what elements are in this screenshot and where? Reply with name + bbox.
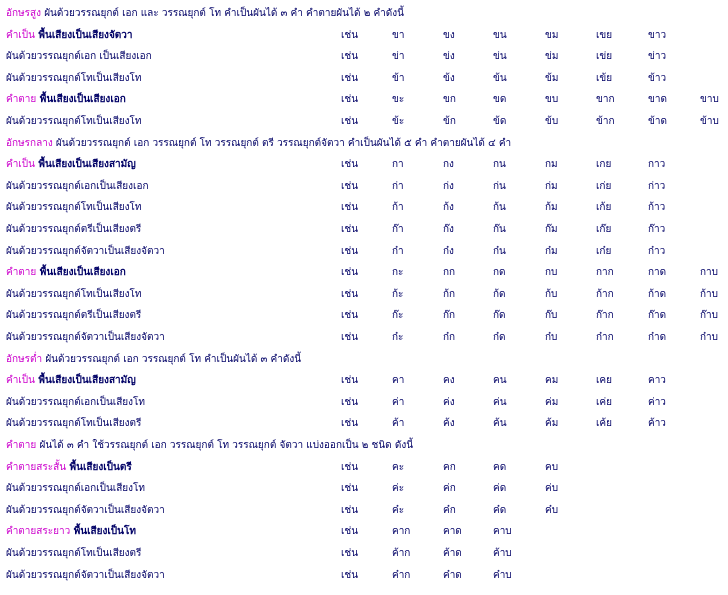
example-word: เข้ย <box>596 72 613 84</box>
example-word: ค๋บ <box>545 504 559 516</box>
row-label <box>6 6 404 21</box>
example-word: คาก <box>392 526 411 538</box>
example-word: ก้าว <box>648 202 666 214</box>
example-word: คา <box>392 375 405 387</box>
conjugation-row <box>0 45 728 67</box>
example-word: ก่า <box>392 180 404 192</box>
example-word: ขาบ <box>700 94 719 106</box>
example-word: ค่ม <box>545 396 559 408</box>
row-label <box>6 157 136 172</box>
row-description: ผันด้วยวรรณยุกต์ เอก วรรณยุกต์ โท คำเป็นผันได้ ๓ คำดังนี้ <box>42 353 302 365</box>
example-marker: เช่น <box>341 116 359 127</box>
row-label <box>6 92 126 107</box>
row-description: ผันด้วยวรรณยุกต์โทเป็นเสียงโท <box>6 72 142 84</box>
row-description: ผันด้วยวรรณยุกต์โทเป็นเสียงโท <box>6 202 142 214</box>
example-word: กาว <box>648 159 666 171</box>
example-marker: เช่น <box>341 396 359 408</box>
example-word: ก๋น <box>493 245 506 257</box>
example-word: ค่บ <box>545 483 559 495</box>
row-label <box>6 395 145 410</box>
row-key-term: คำตายสระยาว <box>6 526 71 538</box>
row-base-tone: พื้นเสียงเป็นเสียงสามัญ <box>34 159 136 171</box>
row-base-tone: พื้นเสียงเป็นเสียงเอก <box>36 267 126 279</box>
row-label <box>6 244 165 259</box>
row-label <box>6 568 165 583</box>
row-key-term: คำเป็น <box>6 375 35 387</box>
example-word: ขบ <box>545 94 559 106</box>
example-word: เกย <box>596 159 612 171</box>
example-word: คบ <box>545 461 559 473</box>
example-word: คาด <box>443 526 462 538</box>
example-word: ก้าบ <box>700 288 719 300</box>
row-label <box>6 460 132 475</box>
example-word: ก๊า <box>392 224 404 235</box>
example-word: ค่ด <box>493 483 507 495</box>
section-header-row <box>0 434 728 456</box>
example-word: เขย <box>596 29 613 41</box>
example-word: ข่าว <box>648 51 667 63</box>
row-description: ผันด้วยวรรณยุกต์เอกเป็นเสียงโท <box>6 483 146 495</box>
conjugation-row <box>0 369 728 391</box>
example-word: ขาก <box>596 94 615 106</box>
example-word: เค่ย <box>596 396 612 408</box>
example-marker: เช่น <box>341 51 359 63</box>
example-word: ก๋าว <box>648 245 666 257</box>
example-word: กา <box>392 159 404 171</box>
example-marker: เช่น <box>341 202 359 214</box>
example-marker: เช่น <box>341 159 359 171</box>
example-word: ขก <box>443 94 456 106</box>
row-description: ผันด้วยวรรณยุกต์ เอก วรรณยุกต์ โท วรรณยุกต์ ตรี วรรณยุกต์จัตวา คำเป็นผันได้ ๕ คำ คำตายผันได้ ๔ คำ <box>52 137 512 149</box>
example-word: ก๋ก <box>443 332 456 343</box>
row-base-tone: พื้นเสียงเป็นเสียงสามัญ <box>34 375 136 387</box>
example-word: ก๋ด <box>493 332 506 343</box>
conjugation-row <box>0 391 728 413</box>
row-key-term: คำเป็น <box>6 159 35 171</box>
row-label <box>6 287 142 302</box>
row-description: ผันด้วยวรรณยุกต์เอก เป็นเสียงเอก <box>6 51 152 63</box>
example-word: ก่าว <box>648 180 666 192</box>
example-word: ค่ง <box>443 396 455 408</box>
example-marker: เช่น <box>341 72 359 84</box>
example-word: กม <box>545 159 558 171</box>
row-key-term: อักษรกลาง <box>6 137 53 149</box>
example-word: ค้าว <box>648 418 666 430</box>
example-word: ก้ง <box>443 202 454 214</box>
conjugation-row <box>0 304 728 326</box>
example-word: ค้าก <box>392 548 411 559</box>
example-word: คาว <box>648 375 666 387</box>
conjugation-row <box>0 218 728 240</box>
row-description: ผันได้ ๓ คำ ใช้วรรณยุกต์ เอก วรรณยุกต์ โท วรรณยุกต์ จัตวา แบ่งออกเป็น ๒ ชนิด ดังนี้ <box>36 440 414 451</box>
example-word: คง <box>443 375 455 387</box>
example-word: ข้ด <box>493 116 507 127</box>
example-word: ข้บ <box>545 116 559 127</box>
example-word: ก๊บ <box>545 310 558 322</box>
example-word: คาบ <box>493 526 512 538</box>
example-word: ข้าก <box>596 116 615 127</box>
row-base-tone: พื้นเสียงเป็นเสียงเอก <box>36 94 126 106</box>
conjugation-row <box>0 153 728 175</box>
conjugation-row <box>0 477 728 499</box>
example-word: ก๊าว <box>648 224 666 235</box>
example-word: ก้า <box>392 202 404 214</box>
example-marker: เช่น <box>341 224 359 235</box>
row-label <box>6 136 511 151</box>
example-word: ก๊น <box>493 224 506 235</box>
example-word: ก๊าบ <box>700 310 719 322</box>
example-marker: เช่น <box>341 504 359 516</box>
example-word: กง <box>443 159 454 171</box>
conjugation-row <box>0 88 728 110</box>
example-word: ก๋ะ <box>392 332 404 343</box>
example-word: ค๋าก <box>392 569 411 581</box>
row-description: ผันด้วยวรรณยุกต์จัตวาเป็นเสียงจัตวา <box>6 569 165 581</box>
row-label <box>6 546 141 561</box>
example-word: ค่า <box>392 396 405 408</box>
example-word: ก๊ม <box>545 224 558 235</box>
conjugation-row <box>0 564 728 586</box>
row-description: ผันด้วยวรรณยุกต์ตรีเป็นเสียงตรี <box>6 224 142 235</box>
row-label <box>6 352 301 367</box>
example-word: คด <box>493 461 507 473</box>
example-word: ก๊ก <box>443 310 456 322</box>
example-word: ก้ก <box>443 288 456 300</box>
conjugation-row <box>0 24 728 46</box>
conjugation-row <box>0 261 728 283</box>
example-word: ก้ม <box>545 202 558 214</box>
conjugation-row <box>0 196 728 218</box>
row-key-term: คำตาย <box>6 94 37 106</box>
row-description: ผันด้วยวรรณยุกต์เอกเป็นเสียงโท <box>6 396 146 408</box>
example-word: ก๊าก <box>596 310 614 322</box>
example-word: ค้าบ <box>493 548 512 559</box>
example-word: ก้ะ <box>392 288 404 300</box>
example-word: ก้าด <box>648 288 667 300</box>
example-word: ข้ก <box>443 116 456 127</box>
example-word: ค่าว <box>648 396 666 408</box>
example-word: ขน <box>493 29 507 41</box>
section-header-row <box>0 132 728 154</box>
example-word: ข่า <box>392 51 405 63</box>
example-word: ค๋ก <box>443 504 456 516</box>
conjugation-row <box>0 520 728 542</box>
row-label <box>6 503 165 518</box>
row-label <box>6 308 141 323</box>
example-word: ข่ม <box>545 51 559 63</box>
example-word: เก๊ย <box>596 224 612 235</box>
example-marker: เช่น <box>341 332 359 343</box>
example-word: ก๋าบ <box>700 332 719 343</box>
row-key-term: อักษรต่ำ <box>6 353 43 365</box>
row-description: ผันด้วยวรรณยุกต์จัตวาเป็นเสียงจัตวา <box>6 332 165 343</box>
example-word: กด <box>493 267 506 279</box>
example-word: เก่ย <box>596 180 612 192</box>
example-word: ข่น <box>493 51 507 63</box>
example-marker: เช่น <box>341 375 359 387</box>
example-word: ก๋ม <box>545 245 558 257</box>
example-word: ขาว <box>648 29 667 41</box>
conjugation-row <box>0 326 728 348</box>
example-marker: เช่น <box>341 526 359 538</box>
example-word: เข่ย <box>596 51 613 63</box>
example-word: ค้ง <box>443 418 455 430</box>
example-word: ก่ง <box>443 180 454 192</box>
row-description: ผันด้วยวรรณยุกต์เอกเป็นเสียงเอก <box>6 180 149 192</box>
example-word: กก <box>443 267 456 279</box>
row-description: ผันด้วยวรรณยุกต์โทเป็นเสียงโท <box>6 116 142 127</box>
row-label <box>6 200 142 215</box>
example-word: ก๋าก <box>596 332 614 343</box>
example-word: ขง <box>443 29 455 41</box>
example-marker: เช่น <box>341 569 359 581</box>
row-label <box>6 179 149 194</box>
example-word: ข้าด <box>648 116 667 127</box>
example-word: ก๊าด <box>648 310 667 322</box>
example-word: ค๋ด <box>493 504 507 516</box>
row-base-tone: พื้นเสียงเป็นโท <box>70 526 136 538</box>
row-label <box>6 222 141 237</box>
example-word: เก้ย <box>596 202 612 214</box>
row-label <box>6 265 126 280</box>
example-word: กาก <box>596 267 614 279</box>
example-marker: เช่น <box>341 245 359 257</box>
example-word: เก๋ย <box>596 245 612 257</box>
row-description: ผันด้วยวรรณยุกต์โทเป็นเสียงตรี <box>6 548 142 559</box>
example-word: ก๋าด <box>648 332 667 343</box>
example-word: ข่ง <box>443 51 455 63</box>
row-base-tone: พื้นเสียงเป็นตรี <box>66 461 132 473</box>
row-base-tone: พื้นเสียงเป็นเสียงจัตวา <box>34 29 133 41</box>
example-word: ข้ง <box>443 72 455 84</box>
example-word: กาบ <box>700 267 719 279</box>
row-key-term: คำตาย <box>6 267 37 279</box>
example-word: ค้าด <box>443 548 462 559</box>
example-word: ก๊ง <box>443 224 454 235</box>
example-word: เคย <box>596 375 612 387</box>
conjugation-row <box>0 456 728 478</box>
row-label <box>6 373 136 388</box>
example-word: คก <box>443 461 456 473</box>
row-key-term: คำตายสระสั้น <box>6 461 67 473</box>
example-word: ขม <box>545 29 559 41</box>
row-key-term: คำตาย <box>6 440 37 451</box>
row-label <box>6 416 141 431</box>
section-header-row <box>0 2 728 24</box>
conjugation-row <box>0 175 728 197</box>
example-marker: เช่น <box>341 483 359 495</box>
row-label <box>6 481 145 496</box>
section-header-row <box>0 348 728 370</box>
row-description: ผันด้วยวรรณยุกต์จัตวาเป็นเสียงจัตวา <box>6 245 165 257</box>
example-word: ก่ม <box>545 180 558 192</box>
example-word: กบ <box>545 267 558 279</box>
example-word: ค้น <box>493 418 507 430</box>
example-word: ข้น <box>493 72 507 84</box>
example-marker: เช่น <box>341 310 359 322</box>
example-word: เค้ย <box>596 418 612 430</box>
example-word: ขะ <box>392 94 405 106</box>
example-word: กน <box>493 159 506 171</box>
row-label <box>6 28 133 43</box>
conjugation-row <box>0 283 728 305</box>
conjugation-row <box>0 240 728 262</box>
example-marker: เช่น <box>341 418 359 430</box>
example-word: ก๋า <box>392 245 404 257</box>
conjugation-row <box>0 110 728 132</box>
conjugation-row <box>0 67 728 89</box>
row-label <box>6 438 413 453</box>
example-word: ข้าบ <box>700 116 719 127</box>
row-description: ผันด้วยวรรณยุกต์ตรีเป็นเสียงตรี <box>6 310 142 322</box>
example-word: คะ <box>392 461 405 473</box>
row-label <box>6 524 136 539</box>
example-word: ข้า <box>392 72 405 84</box>
example-word: ก่น <box>493 180 506 192</box>
example-marker: เช่น <box>341 548 359 559</box>
row-description: ผันด้วยวรรณยุกต์ เอก และ วรรณยุกต์ โท คำเป็นผันได้ ๓ คำ คำตายผันได้ ๒ คำดังนี้ <box>41 8 404 19</box>
example-word: ก้ด <box>493 288 506 300</box>
example-word: ค่ะ <box>392 483 405 495</box>
conjugation-row <box>0 542 728 564</box>
example-word: กาด <box>648 267 667 279</box>
example-word: ขาด <box>648 94 667 106</box>
example-marker: เช่น <box>341 29 359 41</box>
example-word: ก๋บ <box>545 332 558 343</box>
example-word: กะ <box>392 267 404 279</box>
row-key-term: อักษรสูง <box>6 8 42 19</box>
example-marker: เช่น <box>341 94 359 106</box>
row-description: ผันด้วยวรรณยุกต์โทเป็นเสียงตรี <box>6 418 142 430</box>
example-word: ข้าว <box>648 72 667 84</box>
example-marker: เช่น <box>341 267 359 279</box>
conjugation-row <box>0 499 728 521</box>
example-word: ค้ม <box>545 418 559 430</box>
example-word: ค๋าบ <box>493 569 512 581</box>
example-marker: เช่น <box>341 180 359 192</box>
example-word: ขด <box>493 94 507 106</box>
example-word: ค๋ะ <box>392 504 405 516</box>
example-word: ก๊ด <box>493 310 506 322</box>
example-word: ค่ก <box>443 483 456 495</box>
example-word: คน <box>493 375 507 387</box>
example-marker: เช่น <box>341 461 359 473</box>
example-marker: เช่น <box>341 288 359 300</box>
example-word: ก้าก <box>596 288 614 300</box>
row-label <box>6 330 165 345</box>
example-word: ก้บ <box>545 288 558 300</box>
example-word: ขา <box>392 29 405 41</box>
example-word: ก๊ะ <box>392 310 404 322</box>
row-key-term: คำเป็น <box>6 29 35 41</box>
example-word: ข้ะ <box>392 116 405 127</box>
row-description: ผันด้วยวรรณยุกต์จัตวาเป็นเสียงจัตวา <box>6 504 165 516</box>
example-word: ค้า <box>392 418 405 430</box>
example-word: ข้ม <box>545 72 559 84</box>
row-label <box>6 49 152 64</box>
example-word: ก๋ง <box>443 245 454 257</box>
row-label <box>6 71 142 86</box>
row-label <box>6 114 142 129</box>
example-word: ค่น <box>493 396 507 408</box>
example-word: ค๋าด <box>443 569 462 581</box>
conjugation-row <box>0 412 728 434</box>
example-word: คม <box>545 375 559 387</box>
example-word: ก้น <box>493 202 506 214</box>
row-description: ผันด้วยวรรณยุกต์โทเป็นเสียงโท <box>6 288 142 300</box>
